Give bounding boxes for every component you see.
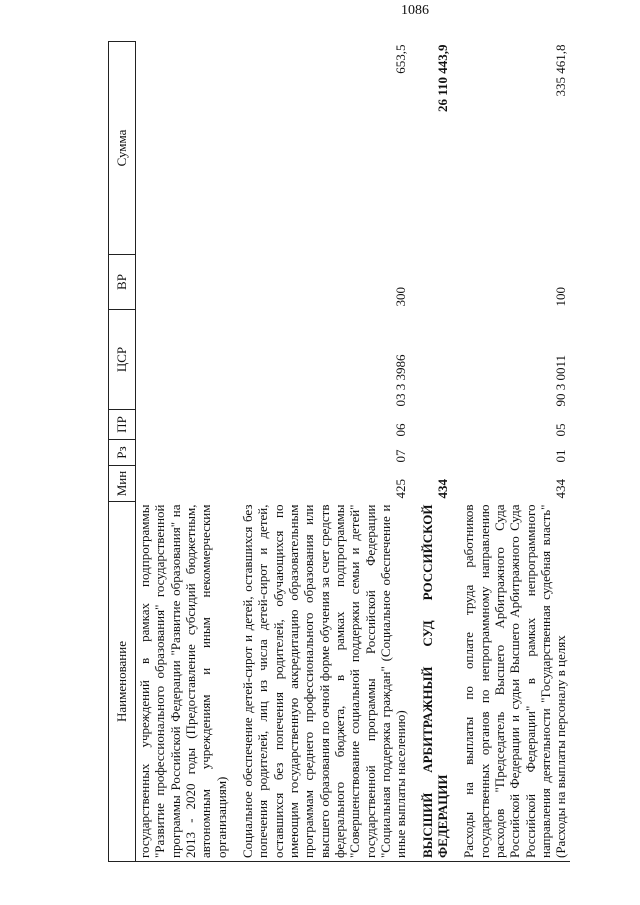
row-csr: 90 3 0011 <box>553 354 569 407</box>
row-min <box>136 466 239 502</box>
row-rz: 01 <box>553 449 569 463</box>
row-name: государственных учреждений в рамках подпрограммы "Развитие профессионального образования" государственной программы Российской Федерации "Развитие образования" на 2013 - 2020 годы (Предоставление субсидий бюджетным, автономным учреждениям и иным некоммерческим организациям) <box>136 502 239 862</box>
row-sum <box>136 42 239 255</box>
header-csr: ЦСР <box>109 310 136 410</box>
row-pr <box>136 410 239 440</box>
row-csr <box>136 310 239 410</box>
row-sum: 26 110 443,9 <box>434 44 450 113</box>
row-vr <box>136 255 239 310</box>
row-name: ВЫСШИЙ АРБИТРАЖНЫЙ СУД РОССИЙСКОЙ ФЕДЕРАЦИИ <box>419 502 461 862</box>
row-sum: 653,5 <box>393 44 409 74</box>
row-rz: 07 <box>393 449 409 463</box>
page-number: 1086 <box>401 3 429 18</box>
header-name: Наименование <box>109 502 136 862</box>
row-vr <box>419 255 461 310</box>
table-row <box>460 42 569 862</box>
header-rz: Рз <box>109 440 136 466</box>
row-pr <box>419 410 461 440</box>
rotated-content <box>88 42 588 862</box>
header-min: Мин <box>109 466 136 502</box>
header-vr: ВР <box>109 255 136 310</box>
row-rz <box>419 440 461 466</box>
table-row <box>419 42 461 862</box>
row-csr: 03 3 3986 <box>393 354 409 407</box>
row-min: 434 <box>553 479 569 499</box>
row-csr <box>419 310 461 410</box>
row-vr: 100 <box>553 287 569 307</box>
row-min: 434 <box>434 479 450 499</box>
row-vr: 300 <box>393 287 409 307</box>
row-pr: 06 <box>393 423 409 437</box>
table-header-row <box>109 42 136 862</box>
row-rz <box>136 440 239 466</box>
row-pr: 05 <box>553 423 569 437</box>
table-row <box>239 42 419 862</box>
budget-table <box>108 41 570 862</box>
header-pr: ПР <box>109 410 136 440</box>
row-name: Социальное обеспечение детей-сирот и детей, оставшихся без попечения родителей, лиц из числа детей-сирот и детей, оставшихся без попечения родителей, обучающихся по имеющим государственную аккредитацию образовательным программам среднего профессионального образования или высшего образования по очной форме обучения за счет средств федерального бюджета, в рамках подпрограммы "Совершенствование социальной поддержки семьи и детей" государственной программы Российской Федерации "Социальная поддержка граждан" (Социальное обеспечение и иные выплаты населению) <box>239 502 419 862</box>
header-sum: Сумма <box>109 42 136 255</box>
table-row <box>136 42 239 862</box>
row-sum: 335 461,8 <box>553 44 569 97</box>
row-min: 425 <box>393 479 409 499</box>
row-name: Расходы на выплаты по оплате труда работников государственных органов по непрограммному направлению расходов "Председатель Высшего Арбитражного Суда Российской Федерации и судьи Высшего Арбитражного Суда Российской Федерации" в рамках непрограммного направления деятельности "Государственная судебная власть" (Расходы на выплаты персоналу в целях <box>460 502 569 862</box>
